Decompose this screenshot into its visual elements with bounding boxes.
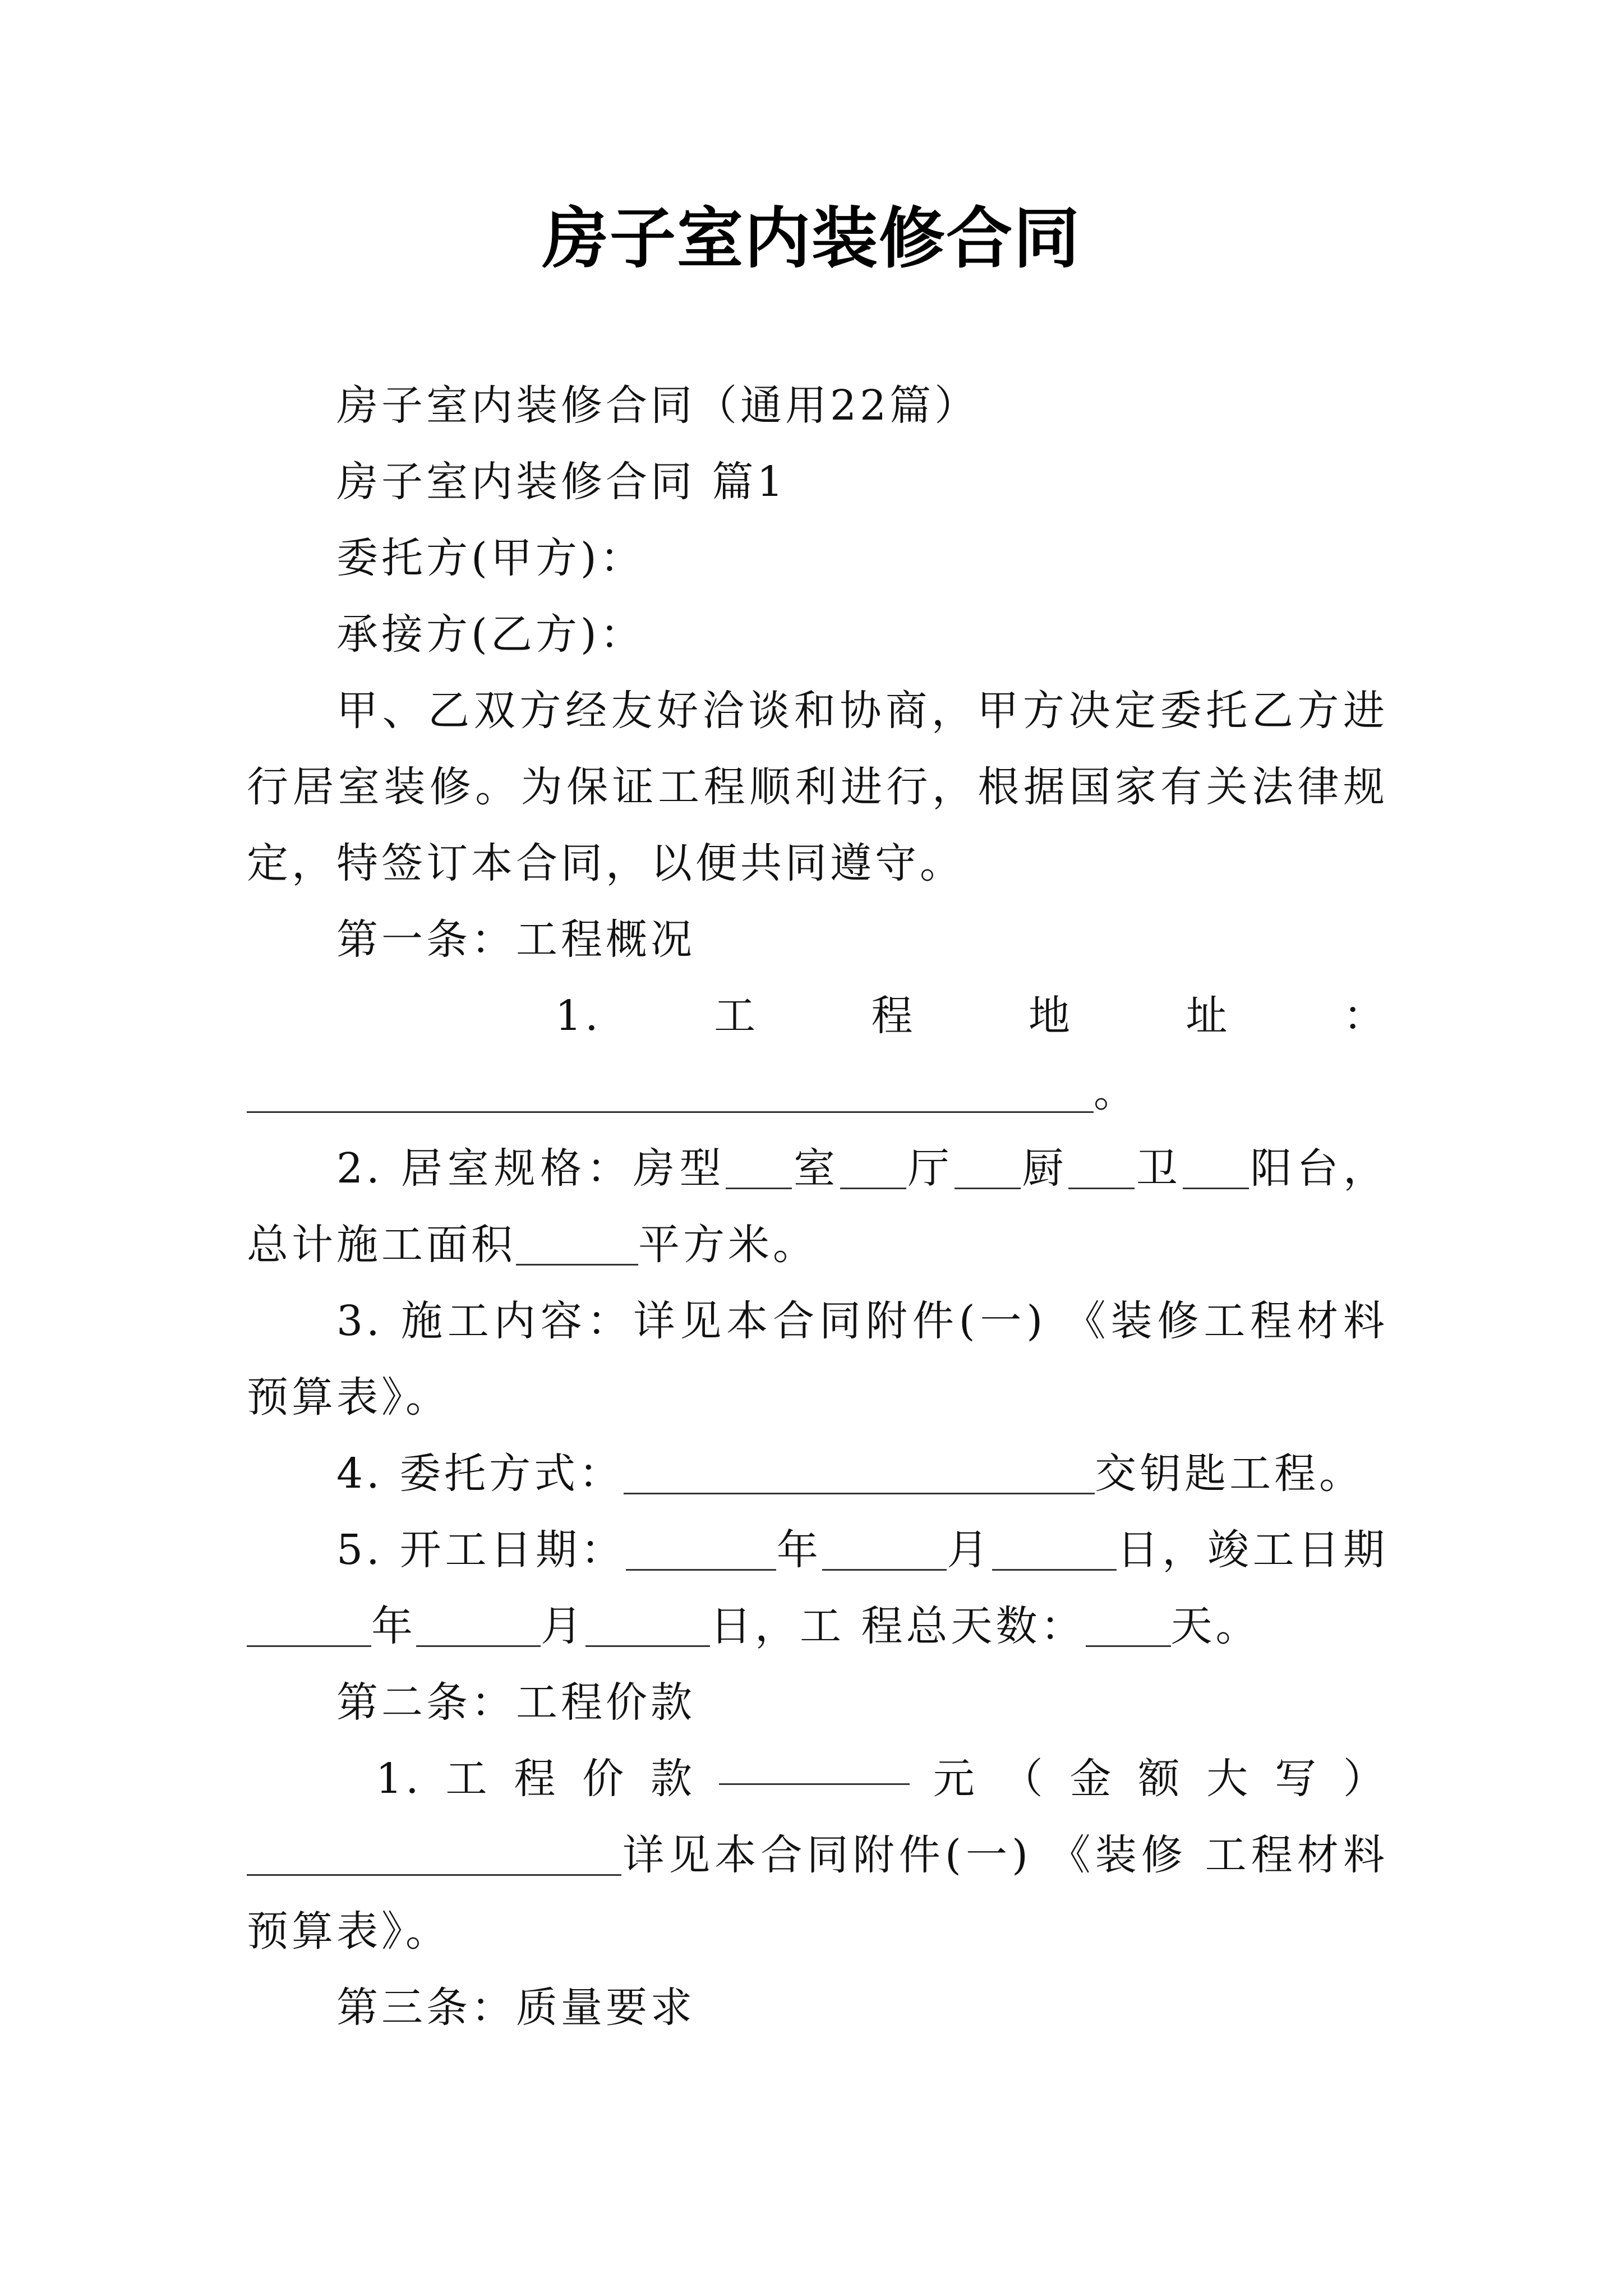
end-month-blank (416, 1603, 541, 1647)
start-day-blank (992, 1526, 1117, 1571)
address-char: 程 (871, 992, 916, 1040)
hall-blank (840, 1145, 906, 1189)
commission-blank (624, 1450, 1095, 1494)
article-2-heading: 第二条：工程价款 (336, 1678, 695, 1727)
price-line: 1. 工 程 价 款 元 （ 金 额 大 写 ） (247, 1741, 1388, 1817)
document-body (247, 367, 1388, 2046)
address-char: 地 (1029, 992, 1074, 1040)
kitchen-blank (955, 1145, 1021, 1189)
intro-paragraph: 甲、乙双方经友好洽谈和协商，甲方决定委托乙方进行居室装修。为保证工程顺利进行，根据国家有关法律规定，特签订本合同，以便共同遵守。 (247, 687, 1388, 887)
address-line (247, 978, 1388, 1054)
end-day-blank (585, 1603, 710, 1647)
article-1-heading: 第一条：工程概况 (336, 915, 695, 964)
dates-paragraph: 5. 开工日期： 年 月 日，竣工日期年 月 日，工 程总天数： 天。 (247, 1512, 1388, 1664)
address-end: 。 (1094, 1068, 1138, 1116)
bath-blank (1068, 1145, 1135, 1189)
address-char: 址 (1186, 992, 1231, 1040)
address-blank (247, 1069, 1094, 1113)
party-b-line: 承接方(乙方)： (336, 610, 645, 659)
room-spec-paragraph: 2. 居室规格：房型 室 厅 厨 卫 阳台，总计施工面积 平方米。 (247, 1144, 1389, 1269)
article-3-heading: 第三条：质量要求 (336, 1984, 695, 2032)
address-char: 工 (714, 992, 759, 1040)
total-days-blank (1086, 1603, 1171, 1647)
construction-content-paragraph: 3. 施工内容：详见本合同附件(一) 《装修工程材料预算表》。 (247, 1297, 1388, 1421)
chapter-heading: 房子室内装修合同 篇1 (336, 458, 787, 506)
start-year-blank (626, 1526, 776, 1571)
document-title: 房子室内装修合同 (542, 199, 1081, 277)
subtitle-line: 房子室内装修合同（通用22篇） (336, 381, 980, 430)
address-number: 1. (555, 992, 602, 1040)
balcony-blank (1183, 1145, 1249, 1189)
area-blank (516, 1221, 638, 1266)
price-words-blank (247, 1832, 621, 1876)
commission-mode-line: 4. 委托方式： 交钥匙工程。 (336, 1450, 1364, 1498)
price-detail-paragraph: 详见本合同附件(一) 《装修 工程材料预算表》。 (247, 1831, 1388, 1955)
address-blank-line (247, 1054, 1388, 1130)
party-a-line: 委托方(甲方)： (336, 534, 645, 582)
end-year-blank (247, 1603, 371, 1647)
start-month-blank (822, 1526, 947, 1571)
price-blank (719, 1741, 910, 1785)
room-blank (726, 1145, 792, 1189)
address-colon: ： (1343, 992, 1388, 1040)
